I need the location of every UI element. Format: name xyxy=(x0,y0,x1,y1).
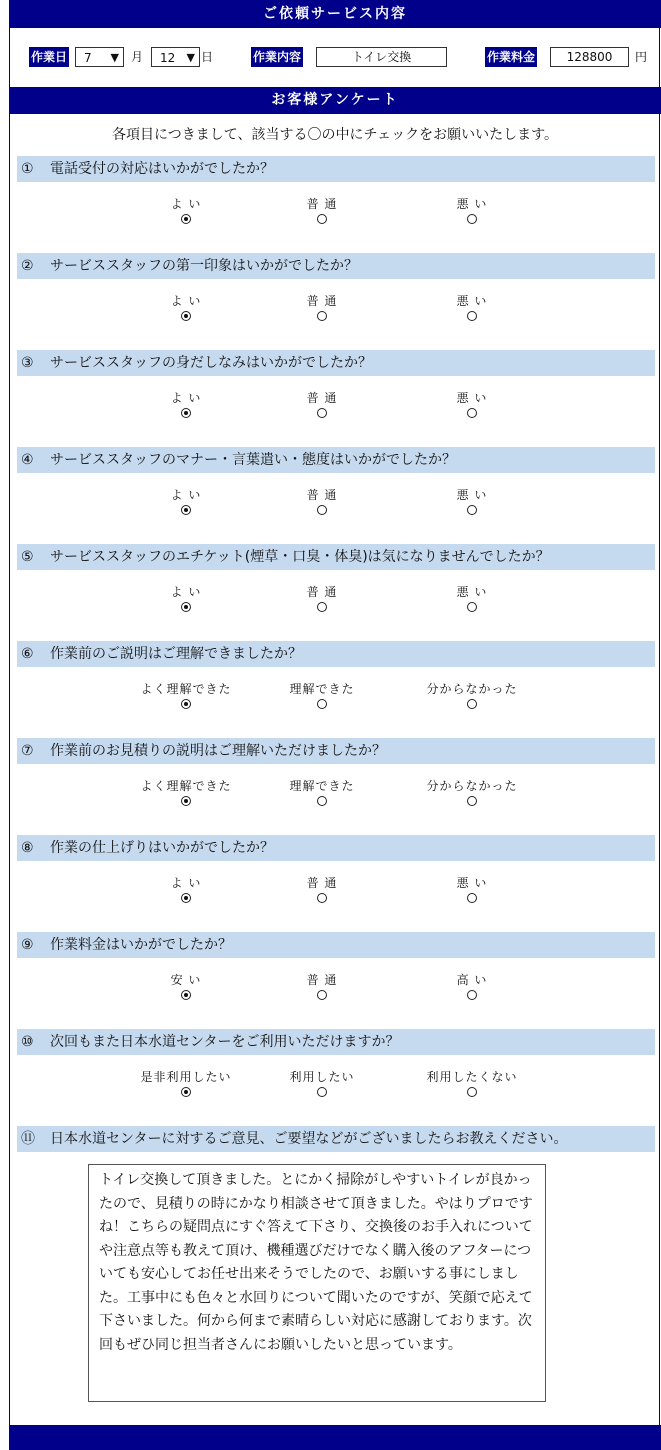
month-value: 7 xyxy=(84,51,92,65)
radio-button[interactable] xyxy=(181,1087,191,1097)
radio-button[interactable] xyxy=(181,699,191,709)
question-header xyxy=(17,544,655,570)
answer-option[interactable] xyxy=(422,391,522,418)
question-number: ⑪ xyxy=(21,1131,35,1147)
footer-bar xyxy=(9,1425,661,1450)
radio-button[interactable] xyxy=(181,893,191,903)
answer-option[interactable] xyxy=(422,973,522,1000)
radio-button[interactable] xyxy=(317,1087,327,1097)
answer-option[interactable] xyxy=(422,1070,522,1097)
option-label: よく理解できた xyxy=(140,682,232,696)
survey-header xyxy=(9,87,661,114)
radio-button[interactable] xyxy=(317,602,327,612)
option-label: 普 通 xyxy=(306,294,338,308)
option-label: 悪 い xyxy=(456,488,488,502)
answer-option[interactable] xyxy=(136,1070,236,1097)
option-label: 安 い xyxy=(170,973,202,987)
radio-button[interactable] xyxy=(467,311,477,321)
option-label: 悪 い xyxy=(456,585,488,599)
question-header xyxy=(17,253,655,279)
question-text: 作業の仕上げりはいかがでしたか？ xyxy=(50,840,274,856)
option-label: 普 通 xyxy=(306,973,338,987)
radio-button[interactable] xyxy=(467,214,477,224)
question-text: 日本水道センターに対するご意見、ご要望などがございましたらお教えください。 xyxy=(50,1131,568,1147)
survey-intro: 各項目につきまして、該当する〇の中にチェックをお願いいたします。 xyxy=(112,127,558,143)
option-label: よ い xyxy=(170,488,202,502)
chevron-down-icon: ▼ xyxy=(110,51,119,64)
service-header-title: ご依頼サービス内容 xyxy=(263,6,407,22)
option-label: 利用したい xyxy=(289,1070,355,1084)
answer-option[interactable] xyxy=(136,391,236,418)
question-header xyxy=(17,1029,655,1055)
question-4 xyxy=(17,447,655,527)
answer-option[interactable] xyxy=(272,876,372,903)
radio-button[interactable] xyxy=(181,214,191,224)
question-header xyxy=(17,350,655,376)
question-3 xyxy=(17,350,655,430)
radio-button[interactable] xyxy=(467,990,477,1000)
comment-textarea[interactable]: トイレ交換して頂きました。とにかく掃除がしやすいトイレが良かったので、見積りの時にかなり相談させて頂きました。やはりプロですね！こちらの疑問点にすぐ答えて下さり、交換後のお手入れについてや注意点等も教えて頂け、機種選びだけでなく購入後のアフターについても安心してお任せ出来そうでしたので、お願いする事にしました。工事中にも色々と水回りについて聞いたのですが、笑顔で応えて下さいました。何から何まで素晴らしい対応に感謝しております。次回もぜひ同じ担当者さんにお願いしたいと思っています。 xyxy=(88,1164,546,1402)
answer-option[interactable] xyxy=(272,585,372,612)
radio-button[interactable] xyxy=(181,505,191,515)
question-number: ⑩ xyxy=(21,1034,34,1050)
question-2 xyxy=(17,253,655,333)
survey-title: お客様アンケート xyxy=(271,92,399,108)
radio-button[interactable] xyxy=(467,1087,477,1097)
option-label: 普 通 xyxy=(306,391,338,405)
answer-option[interactable] xyxy=(136,585,236,612)
question-text: サービススタッフの第一印象はいかがでしたか？ xyxy=(50,258,358,274)
question-header xyxy=(17,932,655,958)
radio-button[interactable] xyxy=(317,796,327,806)
question-5 xyxy=(17,544,655,624)
radio-button[interactable] xyxy=(317,990,327,1000)
option-label: よ い xyxy=(170,585,202,599)
fee-unit: 円 xyxy=(635,50,648,64)
day-value: 12 xyxy=(160,51,176,65)
question-text: 作業前のお見積りの説明はご理解いただけましたか？ xyxy=(50,743,386,759)
option-label: 分からなかった xyxy=(426,779,518,793)
question-text: サービススタッフの身だしなみはいかがでしたか？ xyxy=(50,355,372,371)
answer-option[interactable] xyxy=(422,488,522,515)
question-text: 作業前のご説明はご理解できましたか？ xyxy=(50,646,302,662)
question-text: 次回もまた日本水道センターをご利用いただけますか？ xyxy=(50,1034,400,1050)
question-header xyxy=(17,835,655,861)
option-label: 理解できた xyxy=(289,779,355,793)
answer-option[interactable] xyxy=(136,779,236,806)
answer-option[interactable] xyxy=(422,585,522,612)
question-number: ⑥ xyxy=(21,646,34,662)
radio-button[interactable] xyxy=(317,699,327,709)
option-label: よ い xyxy=(170,197,202,211)
answer-option[interactable] xyxy=(272,779,372,806)
answer-option[interactable] xyxy=(272,294,372,321)
option-label: 是非利用したい xyxy=(140,1070,232,1084)
radio-button[interactable] xyxy=(181,990,191,1000)
radio-button[interactable] xyxy=(181,311,191,321)
answer-option[interactable] xyxy=(272,973,372,1000)
option-label: 普 通 xyxy=(306,488,338,502)
question-text: サービススタッフのマナー・言葉遣い・態度はいかがでしたか？ xyxy=(50,452,456,468)
option-label: 悪 い xyxy=(456,294,488,308)
question-number: ⑧ xyxy=(21,840,34,856)
option-label: よ い xyxy=(170,391,202,405)
answer-option[interactable] xyxy=(422,876,522,903)
question-header xyxy=(17,738,655,764)
question-number: ② xyxy=(21,258,34,274)
option-label: よ い xyxy=(170,294,202,308)
answer-option[interactable] xyxy=(272,682,372,709)
question-number: ③ xyxy=(21,355,34,371)
question-text: 電話受付の対応はいかがでしたか？ xyxy=(50,161,274,177)
radio-button[interactable] xyxy=(317,214,327,224)
answer-option[interactable] xyxy=(136,682,236,709)
question-text: 作業料金はいかがでしたか？ xyxy=(50,937,232,953)
question-8 xyxy=(17,835,655,915)
answer-option[interactable] xyxy=(422,779,522,806)
question-header xyxy=(17,447,655,473)
month-select[interactable] xyxy=(75,47,124,67)
answer-option[interactable] xyxy=(272,197,372,224)
question-text: サービススタッフのエチケット(煙草・口臭・体臭)は気になりませんでしたか？ xyxy=(50,549,550,565)
question-number: ⑤ xyxy=(21,549,34,565)
answer-option[interactable] xyxy=(422,197,522,224)
question-header xyxy=(17,641,655,667)
radio-button[interactable] xyxy=(317,893,327,903)
question-11 xyxy=(17,1126,655,1152)
option-label: 悪 い xyxy=(456,391,488,405)
answer-option[interactable] xyxy=(136,294,236,321)
radio-button[interactable] xyxy=(467,602,477,612)
radio-button[interactable] xyxy=(467,408,477,418)
radio-button[interactable] xyxy=(467,796,477,806)
option-label: 悪 い xyxy=(456,197,488,211)
radio-button[interactable] xyxy=(181,602,191,612)
fee-field[interactable]: 128800 xyxy=(550,47,629,67)
radio-button[interactable] xyxy=(181,408,191,418)
answer-option[interactable] xyxy=(136,197,236,224)
answer-option[interactable] xyxy=(272,1070,372,1097)
option-label: 分からなかった xyxy=(426,682,518,696)
option-label: 利用したくない xyxy=(426,1070,518,1084)
fee-label: 作業料金 xyxy=(485,47,537,67)
question-header xyxy=(17,1126,655,1152)
option-label: 普 通 xyxy=(306,197,338,211)
radio-button[interactable] xyxy=(467,505,477,515)
question-header xyxy=(17,156,655,182)
option-label: 普 通 xyxy=(306,876,338,890)
answer-option[interactable] xyxy=(136,876,236,903)
radio-button[interactable] xyxy=(181,796,191,806)
work-content-field[interactable]: トイレ交換 xyxy=(316,47,447,67)
question-number: ⑦ xyxy=(21,743,34,759)
question-number: ⑨ xyxy=(21,937,34,953)
question-7 xyxy=(17,738,655,818)
date-label: 作業日 xyxy=(29,47,69,67)
work-label: 作業内容 xyxy=(251,47,303,67)
question-10 xyxy=(17,1029,655,1109)
month-unit: 月 xyxy=(131,50,144,64)
service-header xyxy=(9,0,661,28)
radio-button[interactable] xyxy=(467,699,477,709)
answer-option[interactable] xyxy=(272,488,372,515)
option-label: 高 い xyxy=(456,973,488,987)
option-label: よく理解できた xyxy=(140,779,232,793)
question-9 xyxy=(17,932,655,1012)
chevron-down-icon: ▼ xyxy=(186,51,195,64)
option-label: 理解できた xyxy=(289,682,355,696)
radio-button[interactable] xyxy=(467,893,477,903)
option-label: 普 通 xyxy=(306,585,338,599)
day-unit: 日 xyxy=(201,50,214,64)
answer-option[interactable] xyxy=(272,391,372,418)
radio-button[interactable] xyxy=(317,408,327,418)
radio-button[interactable] xyxy=(317,505,327,515)
question-number: ① xyxy=(21,161,34,177)
answer-option[interactable] xyxy=(422,294,522,321)
answer-option[interactable] xyxy=(136,488,236,515)
option-label: 悪 い xyxy=(456,876,488,890)
radio-button[interactable] xyxy=(317,311,327,321)
option-label: よ い xyxy=(170,876,202,890)
question-6 xyxy=(17,641,655,721)
answer-option[interactable] xyxy=(422,682,522,709)
question-1 xyxy=(17,156,655,236)
question-number: ④ xyxy=(21,452,34,468)
day-select[interactable] xyxy=(151,47,200,67)
answer-option[interactable] xyxy=(136,973,236,1000)
